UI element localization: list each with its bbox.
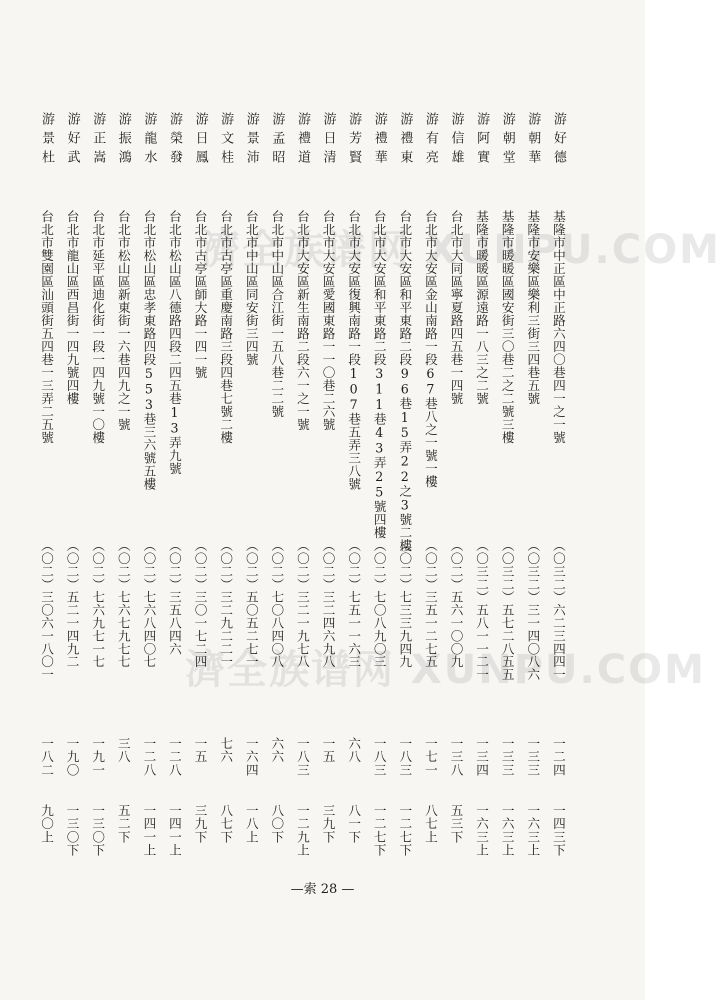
entry-address: 台北市古亭區重慶南路三段四巷七號二樓	[218, 210, 234, 444]
entry-phone: （〇二）三五八四六	[166, 539, 182, 656]
entry-volume: 一二八	[166, 737, 182, 777]
entry-column	[367, 112, 391, 862]
entry-name: 游信雄	[448, 112, 464, 169]
entry-volume: 一五	[320, 737, 336, 764]
entry-address: 台北市大安區復興南路一段107巷五弄三八號	[346, 210, 362, 491]
entry-column	[34, 112, 58, 862]
entry-page: 一二七下	[371, 804, 387, 857]
entry-column	[316, 112, 340, 862]
entry-page: 一四一上	[141, 804, 157, 857]
entry-address: 台北市大安區金山南路一段67巷八之一號一樓	[422, 210, 438, 488]
entry-name: 游景沛	[243, 112, 259, 169]
entry-page: 一六三上	[499, 804, 515, 857]
entry-phone: （〇二）三〇六一八〇一	[39, 539, 54, 681]
entry-phone: （〇二）七三三九四九	[397, 539, 413, 668]
entry-phone: （〇二）五六一〇〇九	[448, 539, 464, 668]
entry-column	[264, 112, 288, 862]
entry-column	[444, 112, 468, 862]
entry-page: 一八上	[243, 804, 259, 844]
entry-page: 八七上	[422, 804, 438, 844]
entry-volume: 六八	[346, 737, 362, 764]
entry-column	[85, 112, 109, 862]
entry-address: 台北市松山區八德路四段二四五巷13弄九號	[166, 210, 182, 475]
entry-phone: （〇三二）五八一一二一	[474, 539, 490, 681]
page-number-footer: —索 28 —	[290, 882, 355, 897]
entry-page: 八一下	[346, 804, 362, 844]
entry-phone: （〇二）七六八四〇七	[141, 539, 157, 668]
entry-volume: 一五	[192, 737, 208, 764]
entry-phone: （〇三二）六二三四四一	[550, 539, 566, 681]
entry-volume: 三八	[115, 737, 131, 764]
entry-volume: 七六	[218, 737, 234, 764]
entry-name: 游禮東	[397, 112, 413, 169]
entry-name: 游芳賢	[346, 112, 362, 169]
entry-page: 一二九上	[294, 804, 310, 857]
entry-volume: 一八三	[294, 737, 310, 777]
entry-name: 游景杜	[39, 112, 54, 169]
entry-name: 游振鴻	[115, 112, 131, 169]
entry-volume: 一三八	[448, 737, 464, 777]
entry-page: 八〇下	[269, 804, 285, 844]
entry-column	[546, 112, 570, 862]
entry-volume: 一三三	[525, 737, 541, 777]
entry-address: 台北市雙園區汕頭街五四巷一三弄二五號	[39, 210, 54, 444]
entry-column	[162, 112, 186, 862]
entry-name: 游日清	[320, 112, 336, 169]
entry-page: 一二七下	[397, 804, 413, 857]
entry-name: 游朝華	[525, 112, 541, 169]
entry-column	[213, 112, 237, 862]
entry-name: 游龍水	[141, 112, 157, 169]
entry-phone: （〇三二）五七二八五五	[499, 539, 515, 681]
directory-table	[34, 112, 570, 862]
entry-address: 台北市龍山區西昌街一四九號四樓	[64, 210, 80, 405]
entry-phone: （〇二）三二九二二一	[218, 539, 234, 668]
entry-page: 五三下	[448, 804, 464, 844]
entry-page: 一三〇下	[64, 804, 80, 857]
entry-name: 游日鳳	[192, 112, 208, 169]
entry-volume: 一六四	[243, 737, 259, 777]
entry-address: 基隆市安樂區樂利三街三四巷五號	[525, 210, 541, 405]
entry-column	[495, 112, 519, 862]
entry-name: 游朝堂	[499, 112, 515, 169]
entry-volume: 一八二	[39, 737, 54, 777]
entry-column	[290, 112, 314, 862]
entry-phone: （〇二）七六七九七七	[115, 539, 131, 668]
entry-address: 基隆市暖暖區國安街三〇巷二之二號三樓	[499, 210, 515, 444]
entry-address: 台北市大安區新生南路二段六一之一號	[294, 210, 310, 431]
entry-name: 游好德	[550, 112, 566, 169]
entry-address: 台北市中山區同安街三四號	[243, 210, 259, 366]
entry-phone: （〇二）三五一二七五	[422, 539, 438, 668]
entry-address: 基隆市暖暖區源遠路一八三之二號	[474, 210, 490, 405]
entry-page: 三九下	[192, 804, 208, 844]
entry-volume: 一七一	[422, 737, 438, 777]
entry-phone: （〇二）三〇一七二四	[192, 539, 208, 668]
watermark-top: 濟全族谱网 XUNPU.COM	[200, 227, 721, 273]
entry-address: 台北市大安區和平東路二段311巷43弄25號四樓	[371, 210, 387, 539]
entry-column	[392, 112, 416, 862]
entry-name: 游禮道	[294, 112, 310, 169]
entry-volume: 一八三	[397, 737, 413, 777]
entry-volume: 一九一	[90, 737, 106, 777]
entry-column	[111, 112, 135, 862]
entry-page: 一三〇下	[90, 804, 106, 857]
entry-name: 游正嵩	[90, 112, 106, 169]
entry-volume: 一二四	[550, 737, 566, 777]
entry-volume: 一三三	[499, 737, 515, 777]
entry-column	[341, 112, 365, 862]
entry-volume: 一三四	[474, 737, 490, 777]
entry-page: 一六三上	[525, 804, 541, 857]
entry-column	[418, 112, 442, 862]
entry-column	[188, 112, 212, 862]
entry-name: 游阿實	[474, 112, 490, 169]
entry-address: 台北市中山區合江街一五八巷二二號	[269, 210, 285, 418]
entry-volume: 一九〇	[64, 737, 80, 777]
entry-address: 台北市大安區愛國東路一一〇巷二六號	[320, 210, 336, 431]
entry-phone: （〇二）七五一一六三	[346, 539, 362, 668]
entry-phone: （〇二）七〇八四〇八	[269, 539, 285, 668]
entry-page: 一六三上	[474, 804, 490, 857]
entry-column	[239, 112, 263, 862]
entry-name: 游孟昭	[269, 112, 285, 169]
entry-column	[469, 112, 493, 862]
entry-page: 一四一上	[166, 804, 182, 857]
entry-volume: 六六	[269, 737, 285, 764]
entry-page: 八七下	[218, 804, 234, 844]
entry-address: 台北市松山區新東街一六巷四九之一號	[115, 210, 131, 431]
entry-column	[60, 112, 84, 862]
entry-name: 游榮發	[166, 112, 182, 169]
entry-page: 三九下	[320, 804, 336, 844]
entry-name: 游有亮	[422, 112, 438, 169]
entry-name: 游好武	[64, 112, 80, 169]
entry-name: 游文桂	[218, 112, 234, 169]
entry-column	[520, 112, 544, 862]
entry-phone: （〇三二）三一四〇八六	[525, 539, 541, 681]
watermark-bottom: 濟全族谱网 XUNPU.COM	[185, 647, 706, 693]
entry-volume: 一八三	[371, 737, 387, 777]
entry-phone: （〇二）三二四六九八	[320, 539, 336, 668]
entry-phone: （〇二）三二一九七八	[294, 539, 310, 668]
entry-page: 五二下	[115, 804, 131, 844]
entry-volume: 一二八	[141, 737, 157, 777]
entry-page: 一四三下	[550, 804, 566, 857]
entry-phone: （〇二）七六九七一七	[90, 539, 106, 668]
entry-address: 台北市大安區和平東路二段96巷15弄22之3號二樓	[397, 210, 413, 552]
entry-name: 游禮華	[371, 112, 387, 169]
entry-phone: （〇二）七〇八九〇三	[371, 539, 387, 668]
entry-address: 台北市古亭區師大路一四一號	[192, 210, 208, 379]
entry-page: 九〇上	[39, 804, 54, 844]
entry-address: 台北市大同區寧夏路四五巷一四號	[448, 210, 464, 405]
entry-address: 基隆市中正區中正路六四〇巷四一之一號	[550, 210, 566, 444]
entry-column	[136, 112, 160, 862]
entry-address: 台北市松山區忠孝東路四段553巷三六號五樓	[141, 210, 157, 491]
entry-phone: （〇二）五〇五二七一	[243, 539, 259, 668]
entry-address: 台北市延平區迪化街一段一四九號一〇樓	[90, 210, 106, 444]
entry-phone: （〇二）五二一四九二	[64, 539, 80, 668]
